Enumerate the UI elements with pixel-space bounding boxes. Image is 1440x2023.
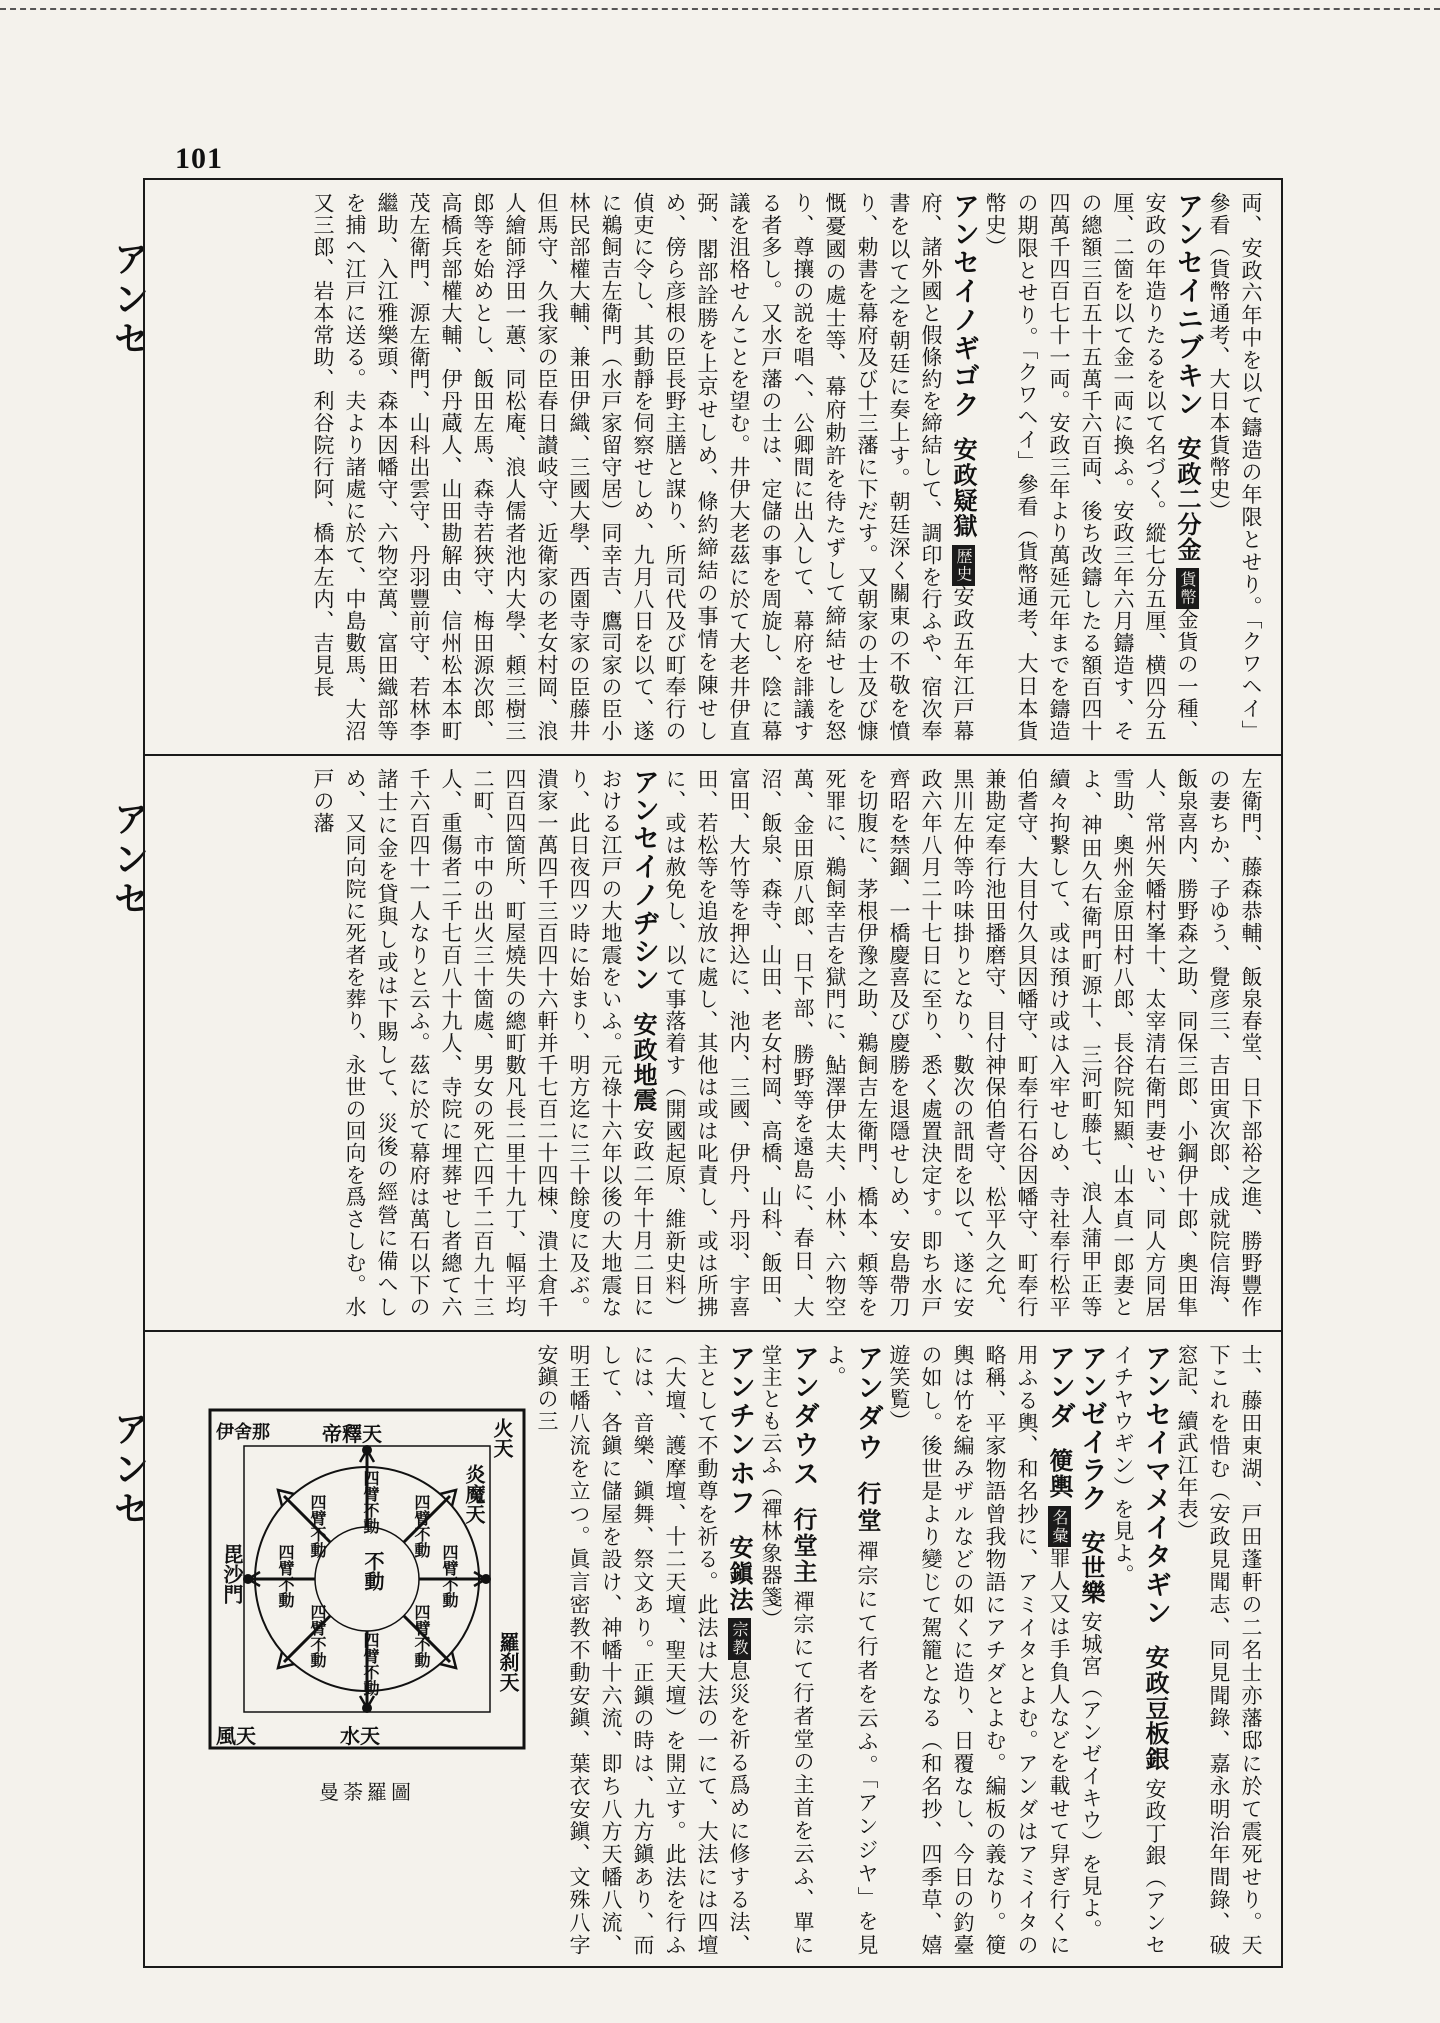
entry-body: 安政丁銀（アンセイチヤウギン）を見よ。 — [1111, 1344, 1167, 1957]
entry-kanji: 安政二分金 — [1173, 436, 1202, 563]
deva-top-left-label: 炎魔天 — [462, 1464, 486, 1524]
spoke-label: 四臂不動 — [308, 1494, 327, 1558]
entry-kanji: 行堂主 — [789, 1506, 818, 1585]
side-label-middle: アンセ — [108, 800, 149, 920]
entry-andaus — [759, 1344, 819, 1957]
side-label-top: アンセ — [108, 240, 149, 360]
spoke-label: 四臂不動 — [361, 1470, 380, 1534]
spoke-label: 四臂不動 — [440, 1544, 459, 1608]
entry-continuation-3 — [1175, 1344, 1263, 1956]
section-middle — [145, 756, 1281, 1330]
entry-kanji: 安政豆板銀 — [1141, 1645, 1170, 1772]
entry-headword: アンダウス — [788, 1344, 819, 1489]
spoke-label: 四臂不動 — [308, 1604, 327, 1668]
deva-top-right: 火天 — [490, 1418, 514, 1458]
center-deity: 不動 — [361, 1551, 385, 1591]
deva-right-bottom: 羅刹天 — [496, 1632, 520, 1692]
entry-headword: アンセイマメイタギン — [1140, 1344, 1171, 1628]
page-frame — [143, 178, 1283, 1968]
entry-body: 安政二年十月二日における江戸の大地震をいふ。元祿十六年以後の大地震なり、此日夜四ツ時に始まり、明方迄に三十餘度に及ぶ。潰家一萬四千三百四十六軒并千七百二十四棟、潰土倉千四百四箇所、町屋燒失の總町數凡長二里十九丁、幅平均二町、市中の出火三十箇處、男女の死亡四千二百九十三人、重傷者二千七百八十九人、寺院に埋葬せし者總て六千六百四十一人なりと云ふ。茲に於て幕府は萬石以下の諸士に金を貸與し或は下賜して、災後の經營に備へしめ、又同向院に死者を葬り、永世の回向を爲さしむ。水戸の藩 — [311, 768, 655, 1319]
spoke-label: 四臂不動 — [412, 1494, 431, 1558]
section-top-text — [159, 192, 1267, 742]
entry-headword: アンダ — [1044, 1344, 1075, 1431]
entry-headword: アンダウ — [852, 1344, 883, 1464]
entry-body: 金貨の一種、安政の年造りたるを以て名づく。縱七分五厘、横四分五厘、二箇を以て金一両に換ふ。安政三年六月鑄造す、その總額三百五十五萬千六百両、後ち改鑄したる額百四十四萬千四百七十一両。安政三年より萬延元年までを鑄造の期限とせり。「クワヘイ」參看（貨幣通考、大日本貨幣史） — [983, 192, 1199, 742]
entry-body: 息災を祈る爲めに修する法、主として不動尊を祈る。此法は大法の一にて、大法には四壇（大壇、護摩壇、十二天壇、聖天壇）を開立す。此法を行ふには、音樂、鎭舞、祭文あり。正鎭の時は、九方鎭あり、而して、各鎭に儲屋を設け、神幡十六流、即ち八方天幡八流、明王幡八流を立つ。眞言密教不動安鎭、葉衣安鎭、文殊八字安鎭の三 — [535, 1344, 751, 1957]
entry-ansei-no-gigoku — [311, 192, 979, 743]
page-top-rule — [0, 8, 1440, 10]
deva-left-top: 伊舍那 — [216, 1422, 270, 1443]
entry-ansei-nibukin — [983, 192, 1203, 742]
entry-anda — [887, 1344, 1075, 1956]
entry-kanji: 行堂 — [853, 1481, 882, 1535]
figure-caption: 曼荼羅圖 — [319, 1780, 415, 1804]
entry-headword: アンセイノギゴク — [948, 192, 979, 420]
entry-kanji: 安政疑獄 — [949, 437, 978, 539]
entry-tag: 歴史 — [952, 545, 975, 586]
entry-anchinhof — [535, 1344, 755, 1957]
entry-continuation-2 — [663, 768, 1263, 1318]
page-number: 101 — [175, 142, 223, 175]
entry-tag: 宗教 — [728, 1618, 751, 1660]
entry-continuation-1 — [1207, 192, 1263, 742]
entry-andau — [823, 1344, 883, 1957]
entry-headword: アンチンホフ — [724, 1344, 755, 1517]
entry-body: 罪人又は手負人などを載せて舁ぎ行くに用ふる輿、和名抄に、アミイタとよむ。アンダはアミイタの略稱、平家物語曾我物語にアチダとよむ。編板の義なり。箯輿は竹を編みザルなどの如くに造り、日覆なし、今日の釣臺の如し。後世是より變じて駕籠となる（和名抄、四季草、嬉遊笑覧） — [887, 1344, 1071, 1956]
section-middle-text — [159, 768, 1267, 1318]
entry-body: 安政五年江戸幕府、諸外國と假條約を締結して、調印を行ふや、宿次奉書を以て之を朝廷に奏上す。朝廷深く關東の不敬を憤り、勅書を幕府及び十三藩に下だす。又朝家の士及び慷慨憂國の處士等、幕府勅許を待たずして締結せしを怒り、尊攘の説を唱へ、公卿間に出入して、幕府を誹議する者多し。又水戸藩の士は、定儲の事を周旋し、陰に幕議を沮格せんことを望む。井伊大老茲に於て大老井伊直弼、閣部詮勝を上京せしめ、條約締結の事情を陳せしめ、傍ら彦根の臣長野主膳と謀り、所司代及び町奉行の偵吏に令し、其動靜を伺察せしめ、九月八日を以て、遂に鵜飼吉左衛門（水戸家留守居）同幸吉、鷹司家の臣小林民部權大輔、兼田伊織、三國大學、西園寺家の臣藤井但馬守、久我家の臣春日讃岐守、近衛家の老女村岡、浪人繪師浮田一蕙、同松庵、浪人儒者池内大學、頼三樹三郎等を始めとし、飯田左馬、森寺若狹守、梅田源次郎、高橋兵部權大輔、伊丹蔵人、山田勘解由、信州松本本町茂左衛門、源左衛門、山科出雲守、丹羽豐前守、若林李繼助、入江雅樂頭、森本因幡守、六物空萬、富田織部等を捕へ江戸に送る。夫より諸處に於て、中島數馬、大沼又三郎、岩本常助、利谷院行阿、橋本左内、吉見長 — [311, 192, 975, 743]
entry-kanji: 箯輿 — [1045, 1448, 1074, 1500]
entry-body: 禪宗にて行者堂の主首を云ふ、單に堂主とも云ふ（禪林象器箋） — [759, 1344, 815, 1957]
entry-headword: アンセイノヂシン — [628, 768, 659, 994]
spoke-label: 四臂不動 — [276, 1544, 295, 1608]
side-label-bottom: アンセ — [108, 1410, 149, 1530]
entry-body: 両、安政六年中を以て鑄造の年限とせり。「クワヘイ」參看（貨幣通考、大日本貨幣史） — [1207, 192, 1263, 742]
entry-ansei-mameitagin — [1111, 1344, 1171, 1957]
entry-headword: アンセイニブキン — [1172, 192, 1203, 418]
entry-kanji: 安鎭法 — [725, 1534, 754, 1613]
spoke-label: 四臂不動 — [361, 1632, 380, 1696]
entry-tag: 貨幣 — [1176, 568, 1199, 609]
entry-body: 左衛門、藤森恭輔、飯泉春堂、日下部裕之進、勝野豐作の妻ちか、子ゆう、覺彦三、吉田寅次郎、成就院信海、飯泉喜内、勝野森之助、同保三郎、小鋼伊十郎、奧田隼人、常州矢幡村峯十、太宰清右衛門妻せい、同人方同居雪助、奧州金原田村八郎、長谷院知顯、山本貞一郎妻とよ、神田久右衛門町源十、三河町藤七、浪人蒲甲正等續々拘繋して、或は預け或は入牢せしめ、寺社奉行松平伯耆守、大目付久貝因幡守、町奉行石谷因幡守、町奉行兼勘定奉行池田播磨守、目付神保伯耆守、松平久之允、黒川左仲等吟味掛りとなり、數次の訊問を以て、遂に安政六年八月二十七日に至り、悉く處置決定す。即ち水戸齊昭を禁錮、一橋慶喜及び慶勝を退隱せしめ、安島帶刀を切腹に、茅根伊豫之助、鵜飼吉左衛門、橋本、頼等を死罪に、鵜飼幸吉を獄門に、鮎澤伊太夫、小林、六物空萬、金田原八郎、日下部、勝野等を遠島に、春日、大沼、飯泉、森寺、山田、老女村岡、高橋、山科、飯田、富田、大竹等を押込に、池内、三國、伊丹、丹羽、宇喜田、若松等を追放に處し、其他は或は叱責し、或は所拂に、或は赦免し、以て事落着す（開國起原、維新史料） — [663, 768, 1263, 1318]
deva-left-mid: 毘沙門 — [220, 1544, 244, 1604]
section-top — [145, 180, 1281, 754]
entry-kanji: 安政地震 — [629, 1011, 658, 1113]
entry-ansei-no-jishin — [311, 768, 659, 1319]
deva-bottom: 水天 — [340, 1724, 380, 1748]
deva-bottom-left: 風天 — [216, 1724, 256, 1748]
entry-kanji: 安世樂 — [1077, 1530, 1106, 1605]
entry-body: 安城宮（アンゼイキウ）を見よ。 — [1079, 1611, 1103, 1941]
entry-body: 士、藤田東湖、戸田蓬軒の二名士亦藩邸に於て震死せり。天下これを惜む（安政見聞志、同見聞錄、嘉永明治年間錄、破窓記、續武江年表） — [1175, 1344, 1263, 1957]
entry-tag: 名彙 — [1048, 1506, 1071, 1548]
entry-body: 禪宗にて行者を云ふ。「アンジヤ」を見よ。 — [823, 1344, 879, 1957]
section-bottom — [145, 1332, 1281, 1968]
spoke-label: 四臂不動 — [412, 1604, 431, 1668]
deva-top: 帝釋天 — [322, 1422, 382, 1446]
entry-headword: アンゼイラク — [1076, 1344, 1107, 1512]
mandala-figure — [202, 1404, 532, 1834]
entry-anzeiraku — [1076, 1344, 1107, 1941]
section-bottom-text — [535, 1344, 1267, 1957]
